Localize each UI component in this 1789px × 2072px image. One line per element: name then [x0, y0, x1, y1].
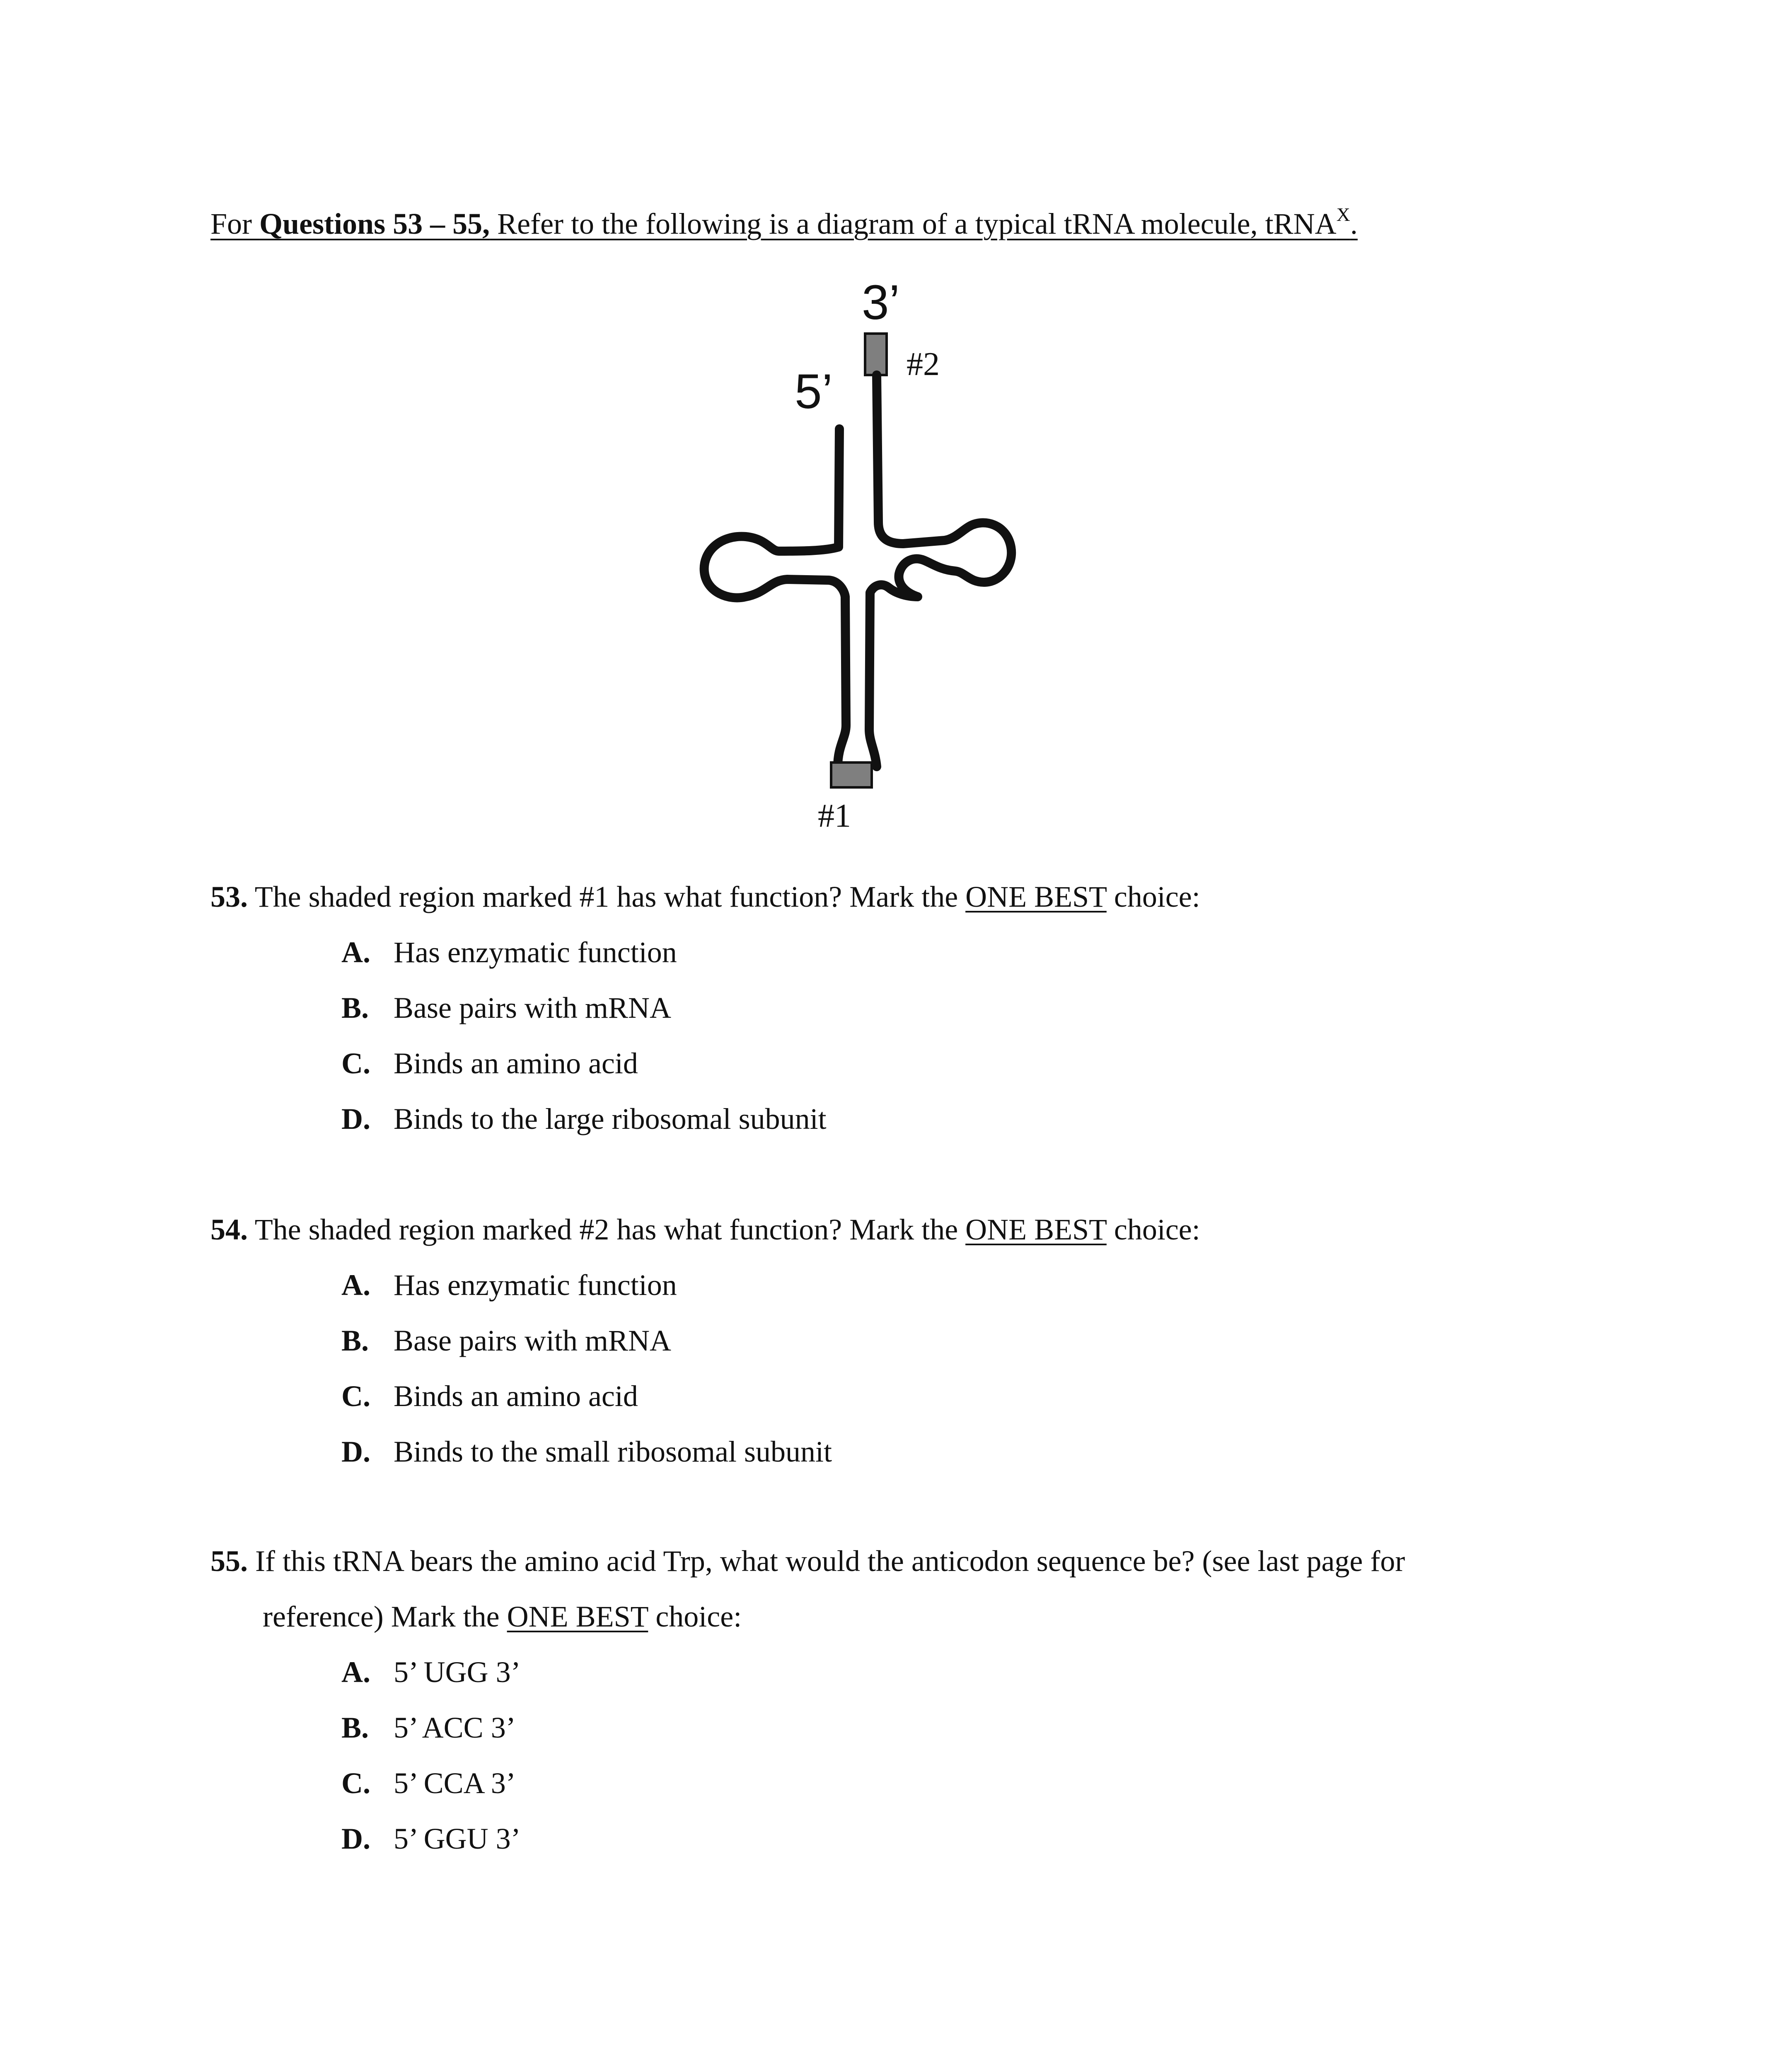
choice-text: Binds an amino acid — [394, 1380, 638, 1413]
choice-a[interactable] — [210, 925, 1557, 980]
choice-text: Base pairs with mRNA — [394, 1324, 671, 1357]
question-emphasis: ONE BEST — [507, 1600, 648, 1633]
choice-d[interactable] — [210, 1811, 1557, 1866]
choice-letter: C. — [341, 1767, 370, 1800]
choice-text: Has enzymatic function — [394, 1268, 677, 1302]
shaded-region-1 — [831, 762, 872, 787]
choice-letter: B. — [341, 991, 369, 1024]
choice-c[interactable] — [210, 1368, 1557, 1424]
question-55 — [210, 1533, 1557, 1866]
choice-text: 5’ UGG 3’ — [394, 1656, 521, 1689]
choice-text: Has enzymatic function — [394, 936, 677, 969]
trna-outline-left — [704, 429, 846, 767]
choice-a[interactable] — [210, 1257, 1557, 1313]
label-5-prime: 5’ — [795, 364, 833, 419]
choice-letter: A. — [341, 936, 370, 969]
choice-text: 5’ CCA 3’ — [394, 1767, 516, 1800]
choice-letter: B. — [341, 1324, 369, 1357]
question-text: The shaded region marked #1 has what function? Mark the — [254, 880, 966, 913]
choice-list — [210, 1644, 1557, 1866]
choice-letter: C. — [341, 1380, 370, 1413]
choice-list — [210, 925, 1557, 1147]
shaded-region-2 — [865, 334, 887, 375]
choice-text: 5’ ACC 3’ — [394, 1711, 516, 1744]
intro-superscript: X — [1336, 204, 1350, 225]
choice-d[interactable] — [210, 1091, 1557, 1147]
question-emphasis: ONE BEST — [965, 1213, 1107, 1246]
label-3-prime: 3’ — [862, 275, 900, 330]
intro-suffix: . — [1350, 207, 1358, 240]
question-text: reference) Mark the — [263, 1600, 507, 1633]
question-text-after: choice: — [1106, 1213, 1200, 1246]
question-stem — [210, 1533, 1557, 1589]
question-stem-continuation — [210, 1589, 1557, 1644]
question-text: The shaded region marked #2 has what function? Mark the — [254, 1213, 966, 1246]
choice-letter: C. — [341, 1047, 370, 1080]
intro-prefix: For — [210, 207, 260, 240]
choice-letter: D. — [341, 1102, 370, 1135]
choice-letter: D. — [341, 1822, 370, 1855]
trna-diagram — [646, 265, 1061, 845]
question-number: 54. — [210, 1213, 248, 1246]
label-region-1: #1 — [818, 798, 851, 834]
question-number: 55. — [210, 1544, 248, 1578]
choice-text: Binds an amino acid — [394, 1047, 638, 1080]
choice-b[interactable] — [210, 1313, 1557, 1368]
choice-text: Base pairs with mRNA — [394, 991, 671, 1024]
choice-text: Binds to the small ribosomal subunit — [394, 1435, 832, 1468]
question-emphasis: ONE BEST — [965, 880, 1107, 913]
choice-letter: A. — [341, 1656, 370, 1689]
choice-letter: A. — [341, 1268, 370, 1302]
intro-instruction — [210, 205, 1358, 242]
question-53 — [210, 869, 1557, 1147]
choice-text: 5’ GGU 3’ — [394, 1822, 521, 1855]
choice-letter: D. — [341, 1435, 370, 1468]
question-text-after: choice: — [648, 1600, 742, 1633]
choice-c[interactable] — [210, 1036, 1557, 1091]
trna-outline-right — [869, 375, 1011, 767]
choice-text: Binds to the large ribosomal subunit — [394, 1102, 827, 1135]
choice-list — [210, 1257, 1557, 1479]
intro-text: Refer to the following is a diagram of a typical tRNA molecule, tRNA — [490, 207, 1337, 240]
question-number: 53. — [210, 880, 248, 913]
question-stem — [210, 1202, 1557, 1257]
question-stem — [210, 869, 1557, 925]
choice-a[interactable] — [210, 1644, 1557, 1700]
choice-c[interactable] — [210, 1755, 1557, 1811]
choice-b[interactable] — [210, 980, 1557, 1036]
intro-questions-label: Questions 53 – 55, — [259, 207, 490, 240]
label-region-2: #2 — [907, 346, 940, 382]
choice-d[interactable] — [210, 1424, 1557, 1479]
question-54 — [210, 1202, 1557, 1479]
question-text-after: choice: — [1106, 880, 1200, 913]
choice-b[interactable] — [210, 1700, 1557, 1755]
choice-letter: B. — [341, 1711, 369, 1744]
question-text: If this tRNA bears the amino acid Trp, what would the anticodon sequence be? (see last page for — [255, 1544, 1405, 1578]
